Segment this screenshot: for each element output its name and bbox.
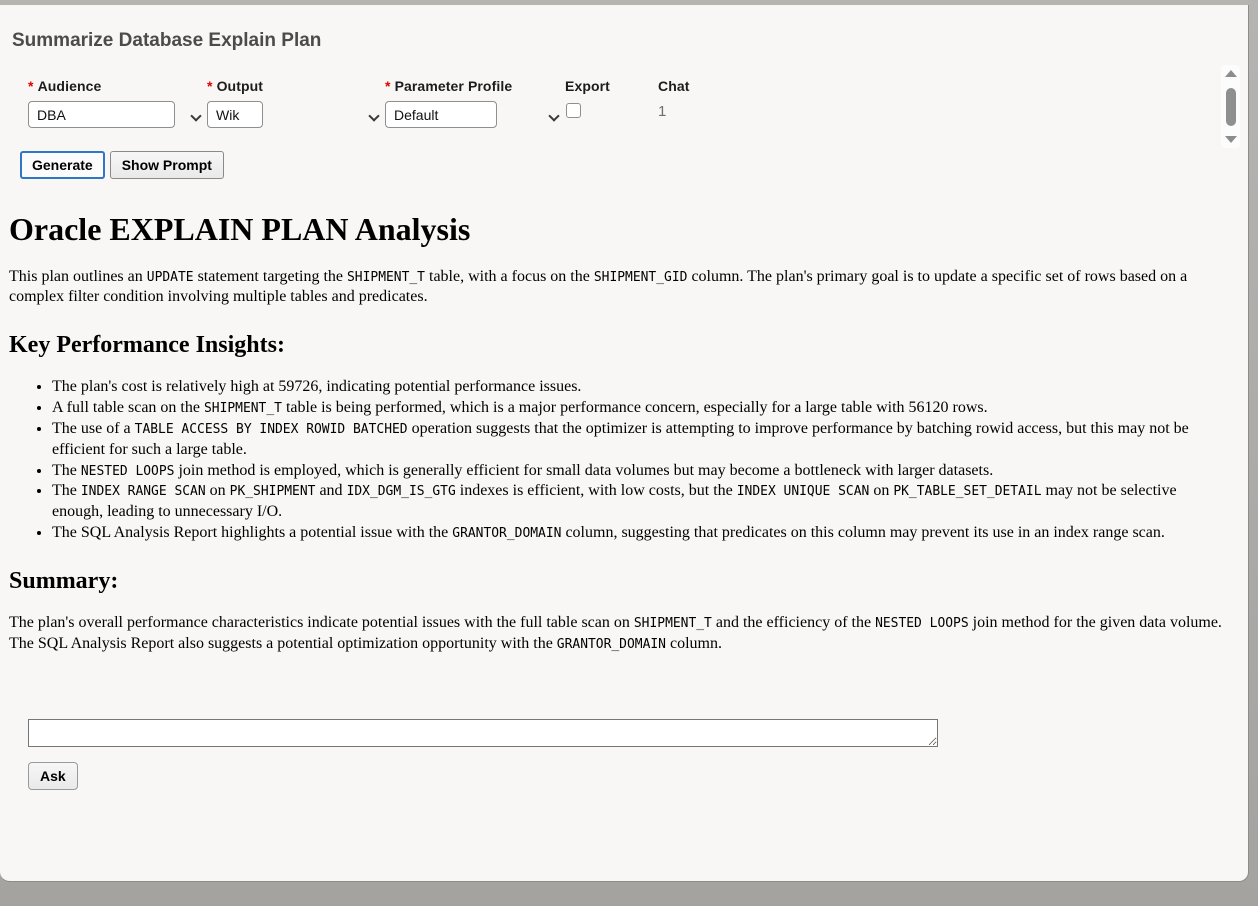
action-buttons bbox=[20, 151, 1248, 179]
list-item: • A full table scan on the SHIPMENT_T table is being performed, which is a major performance concern, especially for a large table with 56120 rows. bbox=[52, 398, 1228, 419]
app-window bbox=[0, 5, 1249, 882]
output-label: * Output bbox=[207, 78, 264, 94]
ask-button[interactable]: Ask bbox=[28, 762, 78, 790]
parameter-profile-field bbox=[385, 78, 565, 128]
analysis-document bbox=[9, 209, 1228, 655]
insights-list bbox=[9, 377, 1228, 543]
chat-label: Chat bbox=[658, 78, 690, 94]
export-checkbox[interactable] bbox=[566, 103, 581, 118]
list-item: • The NESTED LOOPS join method is employed, which is generally efficient for small data volumes but may become a bottleneck with larger datasets. bbox=[52, 461, 1228, 482]
parameter-profile-select[interactable] bbox=[385, 101, 497, 128]
audience-label: * Audience bbox=[28, 78, 102, 94]
scroll-down-icon[interactable] bbox=[1225, 136, 1237, 143]
audience-select[interactable] bbox=[28, 101, 175, 128]
insights-heading: Key Performance Insights: bbox=[9, 332, 285, 359]
required-asterisk: * bbox=[207, 78, 213, 94]
parameters-form bbox=[28, 78, 1248, 128]
summary-heading: Summary: bbox=[9, 567, 119, 594]
generate-button[interactable]: Generate bbox=[20, 151, 105, 179]
chat-count: 1 bbox=[658, 103, 667, 120]
list-item: • The use of a TABLE ACCESS BY INDEX ROWID BATCHED operation suggests that the optimizer is attempting to improve performance by batching rowid access, but this may not be efficient for such a large table. bbox=[52, 419, 1228, 461]
chevron-down-icon bbox=[192, 112, 200, 120]
list-item: • The SQL Analysis Report highlights a potential issue with the GRANTOR_DOMAIN column, suggesting that predicates on this column may prevent its use in an index range scan. bbox=[52, 523, 1228, 544]
list-item: • The INDEX RANGE SCAN on PK_SHIPMENT and IDX_DGM_IS_GTG indexes is efficient, with low costs, but the INDEX UNIQUE SCAN on PK_TABLE_SET_DETAIL may not be selective enough, leading to unnecessary I/O. bbox=[52, 481, 1228, 523]
required-asterisk: * bbox=[28, 78, 34, 94]
ask-input[interactable] bbox=[28, 719, 938, 747]
output-select[interactable] bbox=[207, 101, 263, 128]
chat-field bbox=[658, 78, 690, 128]
scrollbar[interactable] bbox=[1221, 65, 1240, 148]
chat-ask-area bbox=[28, 719, 1248, 790]
scrollbar-thumb[interactable] bbox=[1226, 88, 1236, 126]
export-field bbox=[565, 78, 658, 128]
parameter-profile-label: * Parameter Profile bbox=[385, 78, 513, 94]
chevron-down-icon bbox=[370, 112, 378, 120]
required-asterisk: * bbox=[385, 78, 391, 94]
list-item: • The plan's cost is relatively high at 59726, indicating potential performance issues. bbox=[52, 377, 1228, 398]
output-field bbox=[207, 78, 385, 128]
scroll-up-icon[interactable] bbox=[1225, 70, 1237, 77]
intro-paragraph: This plan outlines an UPDATE statement targeting the SHIPMENT_T table, with a focus on the SHIPMENT_GID column. The plan's primary goal is to update a specific set of rows based on a complex filter condition involving multiple tables and predicates. bbox=[9, 267, 1188, 306]
document-title: Oracle EXPLAIN PLAN Analysis bbox=[9, 211, 471, 247]
show-prompt-button[interactable]: Show Prompt bbox=[110, 151, 224, 179]
export-label: Export bbox=[565, 78, 610, 94]
chevron-down-icon bbox=[550, 112, 558, 120]
page-title: Summarize Database Explain Plan bbox=[12, 30, 322, 51]
summary-paragraph: The plan's overall performance characteristics indicate potential issues with the full table scan on SHIPMENT_T and the efficiency of the NESTED LOOPS join method for the given data volume. The SQL Analysis Report also suggests a potential optimization opportunity with the GRANTOR_DOMAIN column. bbox=[9, 613, 1222, 652]
audience-field bbox=[28, 78, 207, 128]
